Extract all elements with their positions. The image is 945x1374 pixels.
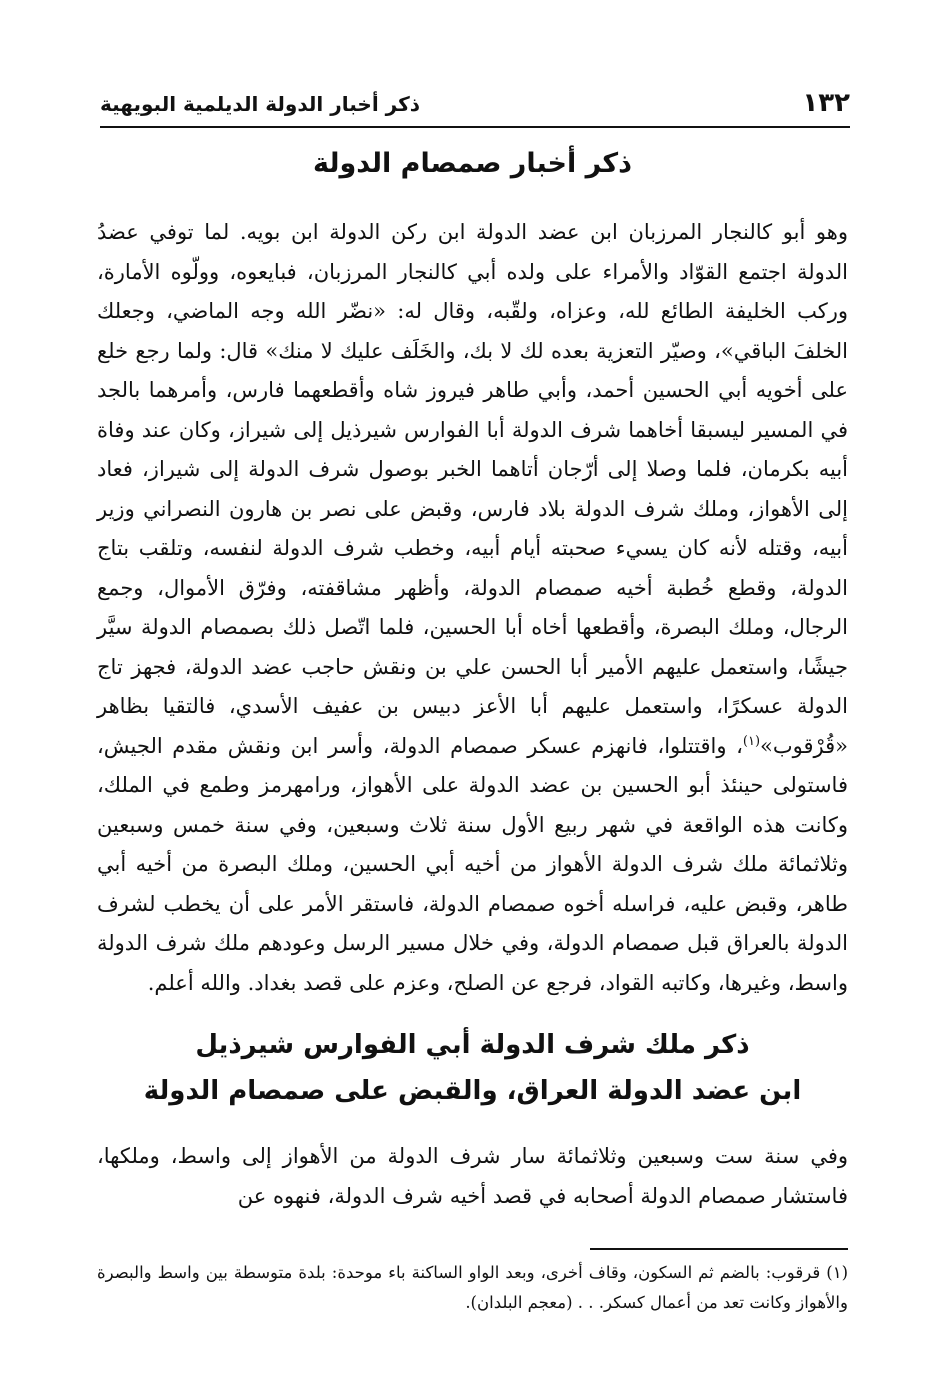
section-2-heading-line-1: ذكر ملك شرف الدولة أبي الفوارس شيرذيل: [195, 1030, 750, 1060]
footnote-marker: (١): [826, 1263, 848, 1282]
section-2-heading: [95, 1022, 850, 1114]
section-2-body: وفي سنة ست وسبعين وثلاثمائة سار شرف الدولة من الأهواز إلى واسط، وملكها، فاستشار صمصام الدولة أصحابه في قصد أخيه شرف الدولة، فنهوه عن: [97, 1144, 848, 1208]
section-2-heading-line-2: ابن عضد الدولة العراق، والقبض على صمصام الدولة: [143, 1076, 802, 1106]
page-number: ١٣٢: [802, 88, 850, 118]
running-title: ذكر أخبار الدولة الديلمية البويهية: [100, 92, 420, 116]
section-1-body: [97, 213, 848, 1003]
footnote-reference[interactable]: (١): [742, 733, 761, 749]
section-1-text-part-1: وهو أبو كالنجار المرزبان ابن عضد الدولة ابن ركن الدولة ابن بويه. لما توفي عضدُ الدولة اجتمع القوّاد والأمراء على ولده أبي كالنجار المرزبان، فبايعوه، وولّوه الأمارة، وركب الخليفة الطائع لله، وعزاه، ولقّبه، وقال له: «نضّر الله وجه الماضي، وجعلك الخلفَ الباقي»، وصيّر التعزية بعده لك لا بك، والخَلَف عليك لا منك» قال: ولما رجع خلع على أخويه أبي الحسين أحمد، وأبي طاهر فيروز شاه وأقطعهما فارس، وأمرهما بالجد في المسير ليسبقا أخاهما شرف الدولة أبا الفوارس شيرذيل إلى شيراز، وكان عند وفاة أبيه بكرمان، فلما وصلا إلى أرّجان أتاهما الخبر بوصول شرف الدولة إلى شيراز، فعاد إلى الأهواز، وملك شرف الدولة بلاد فارس، وقبض على نصر بن هارون النصراني وزير أبيه، وقتله لأنه كان يسيء صحبته أيام أبيه، وخطب شرف الدولة لنفسه، وتلقب بتاج الدولة، وقطع خُطبة أخيه صمصام الدولة، وأظهر مشاقفته، وفرّق الأموال، وجمع الرجال، وملك البصرة، وأقطعها أخاه أبا الحسين، فلما اتّصل ذلك بصمصام الدولة سيَّر جيشًا، واستعمل عليهم الأمير أبا الحسن علي بن ونقش حاجب عضد الدولة، فجهز تاج الدولة عسكرًا، واستعمل عليهم أبا الأعز دبيس بن عفيف الأسدي، فالتقيا بظاهر «قُرْقوب»: [97, 220, 848, 758]
footnote-divider: [590, 1248, 848, 1250]
footnote: [97, 1258, 848, 1318]
section-1-text-part-2: ، واقتتلوا، فانهزم عسكر صمصام الدولة، وأسر ابن ونقش مقدم الجيش، فاستولى حينئذ أبو الحسين بن عضد الدولة على الأهواز، ورامهرمز وطمع في الملك، وكانت هذه الواقعة في شهر ربيع الأول سنة ثلاث وسبعين، وفي سنة خمس وسبعين وثلاثمائة ملك شرف الدولة الأهواز من أخيه أبي الحسين، وملك البصرة من أخيه أبي طاهر، وقبض عليه، فراسله أخوه صمصام الدولة، فاستقر الأمر على أن يخطب لشرف الدولة بالعراق قبل صمصام الدولة، وفي خلال مسير الرسل وعودهم ملك شرف الدولة واسط، وغيرها، وكاتبه القواد، فرجع عن الصلح، وعزم على قصد بغداد. والله أعلم.: [97, 733, 848, 995]
section-1-heading: ذكر أخبار صمصام الدولة: [313, 148, 632, 179]
footnote-text: قرقوب: بالضم ثم السكون، وقاف أخرى، وبعد الواو الساكنة باء موحدة: بلدة متوسطة بين واسط والبصرة والأهواز وكانت تعد من أعمال كسكر. . . (معجم البلدان).: [97, 1263, 848, 1312]
running-header: [100, 84, 850, 128]
